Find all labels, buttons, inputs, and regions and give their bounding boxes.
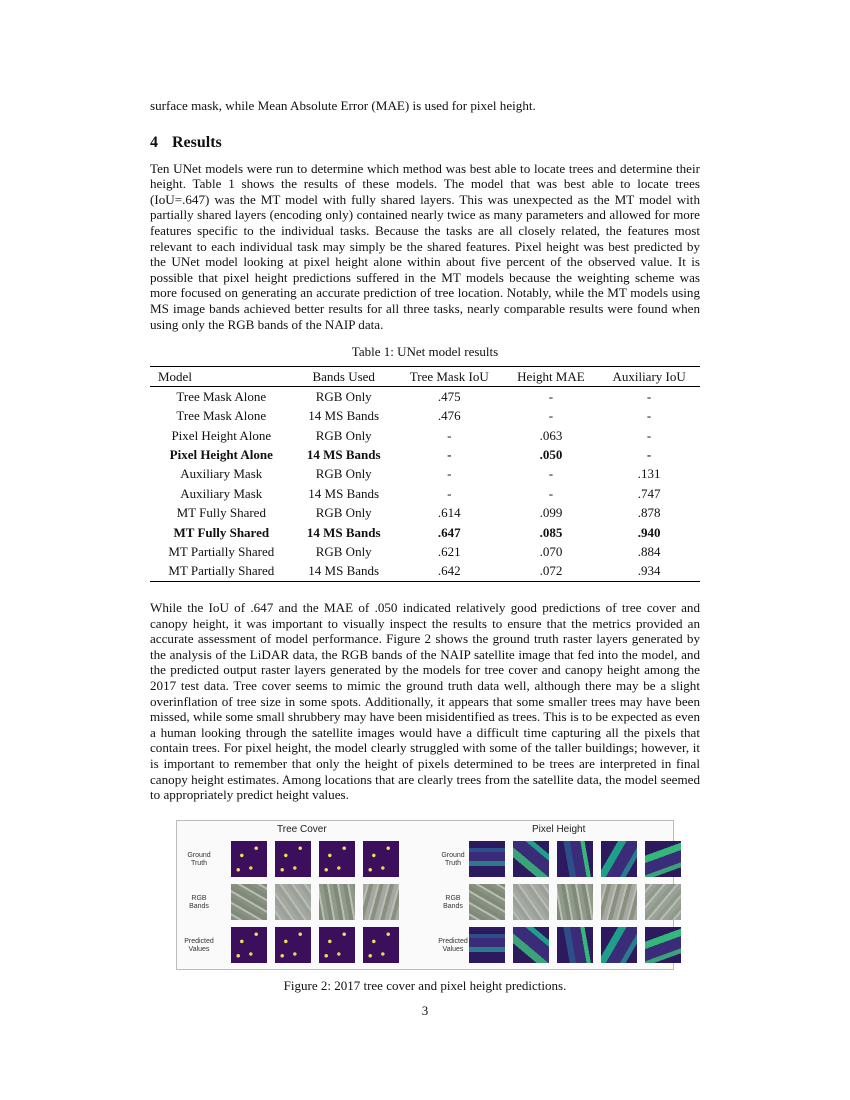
tree-cover-tile <box>363 927 399 963</box>
pixel-height-tile <box>601 884 637 920</box>
tree-cover-tile <box>363 884 399 920</box>
cell-model: Pixel Height Alone <box>171 427 272 443</box>
tree-cover-tile <box>231 927 267 963</box>
cell-aux-iou: - <box>646 408 652 424</box>
tree-cover-tile <box>275 927 311 963</box>
pixel-height-tile <box>645 884 681 920</box>
cell-aux-iou: - <box>646 446 652 462</box>
pixel-height-tile <box>645 841 681 877</box>
table-row <box>150 562 700 582</box>
cell-model: MT Partially Shared <box>150 562 293 582</box>
cell-bands: RGB Only <box>315 388 372 404</box>
table-row <box>150 387 700 407</box>
table-header-row <box>150 367 700 387</box>
cell-height-mae: - <box>548 408 554 424</box>
cell-tree-iou: - <box>447 427 452 443</box>
cell-bands: 14 MS Bands <box>308 408 380 424</box>
pixel-height-row-label: RGB Bands <box>443 894 463 910</box>
tree-cover-row-label: RGB Bands <box>189 894 209 910</box>
cell-height-mae: .063 <box>539 427 563 443</box>
cell-model: Auxiliary Mask <box>180 485 263 501</box>
results-paragraph-2: While the IoU of .647 and the MAE of .050 indicated relatively good predictions of tree cover and canopy height, it was important to visually inspect the results to ensure that the metrics provided an accurate assessment of model performance. Figure 2 shows the ground truth raster layers generated by the analysis of the LiDAR data, the RGB bands of the NAIP satellite image that fed into the model, and the predicted output raster layers generated by the models for tree cover and canopy height among the 2017 test data. Tree cover seems to mimic the ground truth data well, although there may be a slight overinflation of tree size in some spots. Additionally, it appears that some smaller trees may have been missed, while some small shrubbery may have been misidentified as trees. This is to be expected as even a human looking through the satellite images would have a difficult time capturing all the pixels that contain trees. For pixel height, the model clearly struggled with some of the taller buildings; however, it is important to remember that only the height of pixels determined to be trees are interpreted in final canopy height estimates. Among locations that are clearly trees from the satellite data, the model seemed to appropriately predict height values. <box>150 600 700 803</box>
tree-cover-tile <box>363 841 399 877</box>
cell-tree-iou: - <box>447 466 452 482</box>
cell-height-mae: .099 <box>539 505 563 521</box>
pixel-height-tile <box>513 841 549 877</box>
cell-aux-iou: .878 <box>637 505 661 521</box>
cell-bands: 14 MS Bands <box>293 562 395 582</box>
cell-model: MT Fully Shared <box>173 524 270 540</box>
cell-model: Pixel Height Alone <box>169 446 273 462</box>
cell-aux-iou: .934 <box>598 562 700 582</box>
cell-tree-iou: .621 <box>437 543 461 559</box>
cell-tree-iou: - <box>447 485 452 501</box>
cell-bands: RGB Only <box>315 466 372 482</box>
tree-cover-tile <box>231 884 267 920</box>
cell-height-mae: .085 <box>539 524 563 540</box>
page-number: 3 <box>421 1003 429 1018</box>
pixel-height-tile <box>601 927 637 963</box>
table-row <box>150 445 700 464</box>
tree-cover-tile <box>319 841 355 877</box>
col-header-aux-iou: Auxiliary IoU <box>598 367 700 387</box>
cell-aux-iou: - <box>646 388 652 404</box>
cell-model: Auxiliary Mask <box>180 466 263 482</box>
cell-height-mae: .070 <box>539 543 563 559</box>
tree-cover-tile <box>319 884 355 920</box>
pixel-height-tile <box>513 927 549 963</box>
tree-cover-row-label: Ground Truth <box>187 851 211 867</box>
page-body <box>150 98 700 994</box>
cell-model: MT Fully Shared <box>176 505 266 521</box>
pixel-height-tile <box>469 927 505 963</box>
figure-title-pixel-height: Pixel Height <box>532 823 586 835</box>
pixel-height-tile <box>557 884 593 920</box>
cell-height-mae: - <box>548 466 554 482</box>
pixel-height-tile <box>557 841 593 877</box>
cell-bands: RGB Only <box>315 543 372 559</box>
pixel-height-tile <box>513 884 549 920</box>
section-title: Results <box>172 133 222 151</box>
cell-tree-iou: .476 <box>437 408 461 424</box>
cell-bands: 14 MS Bands <box>306 524 381 540</box>
cell-height-mae: - <box>548 388 554 404</box>
cell-height-mae: - <box>548 485 554 501</box>
tree-cover-tile <box>231 841 267 877</box>
results-table <box>150 366 700 582</box>
pixel-height-tile <box>469 884 505 920</box>
pixel-height-tile <box>601 841 637 877</box>
col-header-tree-iou: Tree Mask IoU <box>395 367 504 387</box>
table-row <box>150 542 700 561</box>
results-paragraph-1: Ten UNet models were run to determine which method was best able to locate trees and determine their height. Table 1 shows the results of these models. The model that was best able to locate trees (IoU=.647) was the MT model with fully shared layers. This was unexpected as the MT model with partially shared layers (encoding only) contained nearly twice as many parameters and allowed for more features specific to the individual tasks. Because the tasks are all closely related, the features most relevant to each individual task may simply be the shared features. Pixel height was best predicted by the UNet model looking at pixel height alone within about five percent of the observed value. It is possible that pixel height predictions suffered in the MT models because the weighting scheme was more focused on generating an accurate prediction of tree location. Notably, while the MT models using MS image bands achieved better results for all three tasks, nearly comparable results were found when using only the RGB bands of the NAIP data. <box>150 160 700 332</box>
cell-bands: RGB Only <box>315 505 372 521</box>
cell-bands: 14 MS Bands <box>306 446 381 462</box>
cell-tree-iou: .614 <box>437 505 461 521</box>
table-row <box>150 426 700 445</box>
table-row <box>150 407 700 426</box>
pixel-height-row-label: Ground Truth <box>441 851 465 867</box>
cell-tree-iou: .647 <box>437 524 461 540</box>
cell-model: MT Partially Shared <box>168 543 275 559</box>
cell-aux-iou: - <box>646 427 652 443</box>
section-heading <box>150 134 700 152</box>
cell-bands: 14 MS Bands <box>308 485 380 501</box>
figure-caption: Figure 2: 2017 tree cover and pixel height predictions. <box>283 977 567 993</box>
cell-height-mae: .072 <box>504 562 599 582</box>
table-row <box>150 503 700 522</box>
pixel-height-tile <box>469 841 505 877</box>
pixel-height-tile <box>557 927 593 963</box>
table-body <box>150 387 700 582</box>
section-number: 4 <box>150 133 158 151</box>
cell-model: Tree Mask Alone <box>176 388 267 404</box>
cell-aux-iou: .747 <box>637 485 661 501</box>
tree-cover-row-label: Predicted Values <box>184 937 214 953</box>
pixel-height-row-label: Predicted Values <box>438 937 468 953</box>
tree-cover-tile <box>275 841 311 877</box>
cell-tree-iou: .642 <box>395 562 504 582</box>
intro-line: surface mask, while Mean Absolute Error (MAE) is used for pixel height. <box>150 98 536 113</box>
cell-aux-iou: .131 <box>637 466 661 482</box>
tree-cover-tile <box>275 884 311 920</box>
tree-cover-tile <box>319 927 355 963</box>
table-row <box>150 523 700 542</box>
cell-aux-iou: .884 <box>637 543 661 559</box>
cell-bands: RGB Only <box>315 427 372 443</box>
table-caption: Table 1: UNet model results <box>351 344 499 360</box>
table-row <box>150 484 700 503</box>
col-header-model: Model <box>150 367 293 387</box>
pixel-height-tile <box>645 927 681 963</box>
cell-tree-iou: - <box>447 446 452 462</box>
figure-title-tree-cover: Tree Cover <box>277 823 327 835</box>
cell-tree-iou: .475 <box>437 388 461 404</box>
cell-aux-iou: .940 <box>637 524 661 540</box>
figure-2 <box>176 820 674 970</box>
cell-model: Tree Mask Alone <box>176 408 267 424</box>
table-row <box>150 465 700 484</box>
col-header-height-mae: Height MAE <box>504 367 599 387</box>
col-header-bands: Bands Used <box>293 367 395 387</box>
cell-height-mae: .050 <box>539 446 563 462</box>
